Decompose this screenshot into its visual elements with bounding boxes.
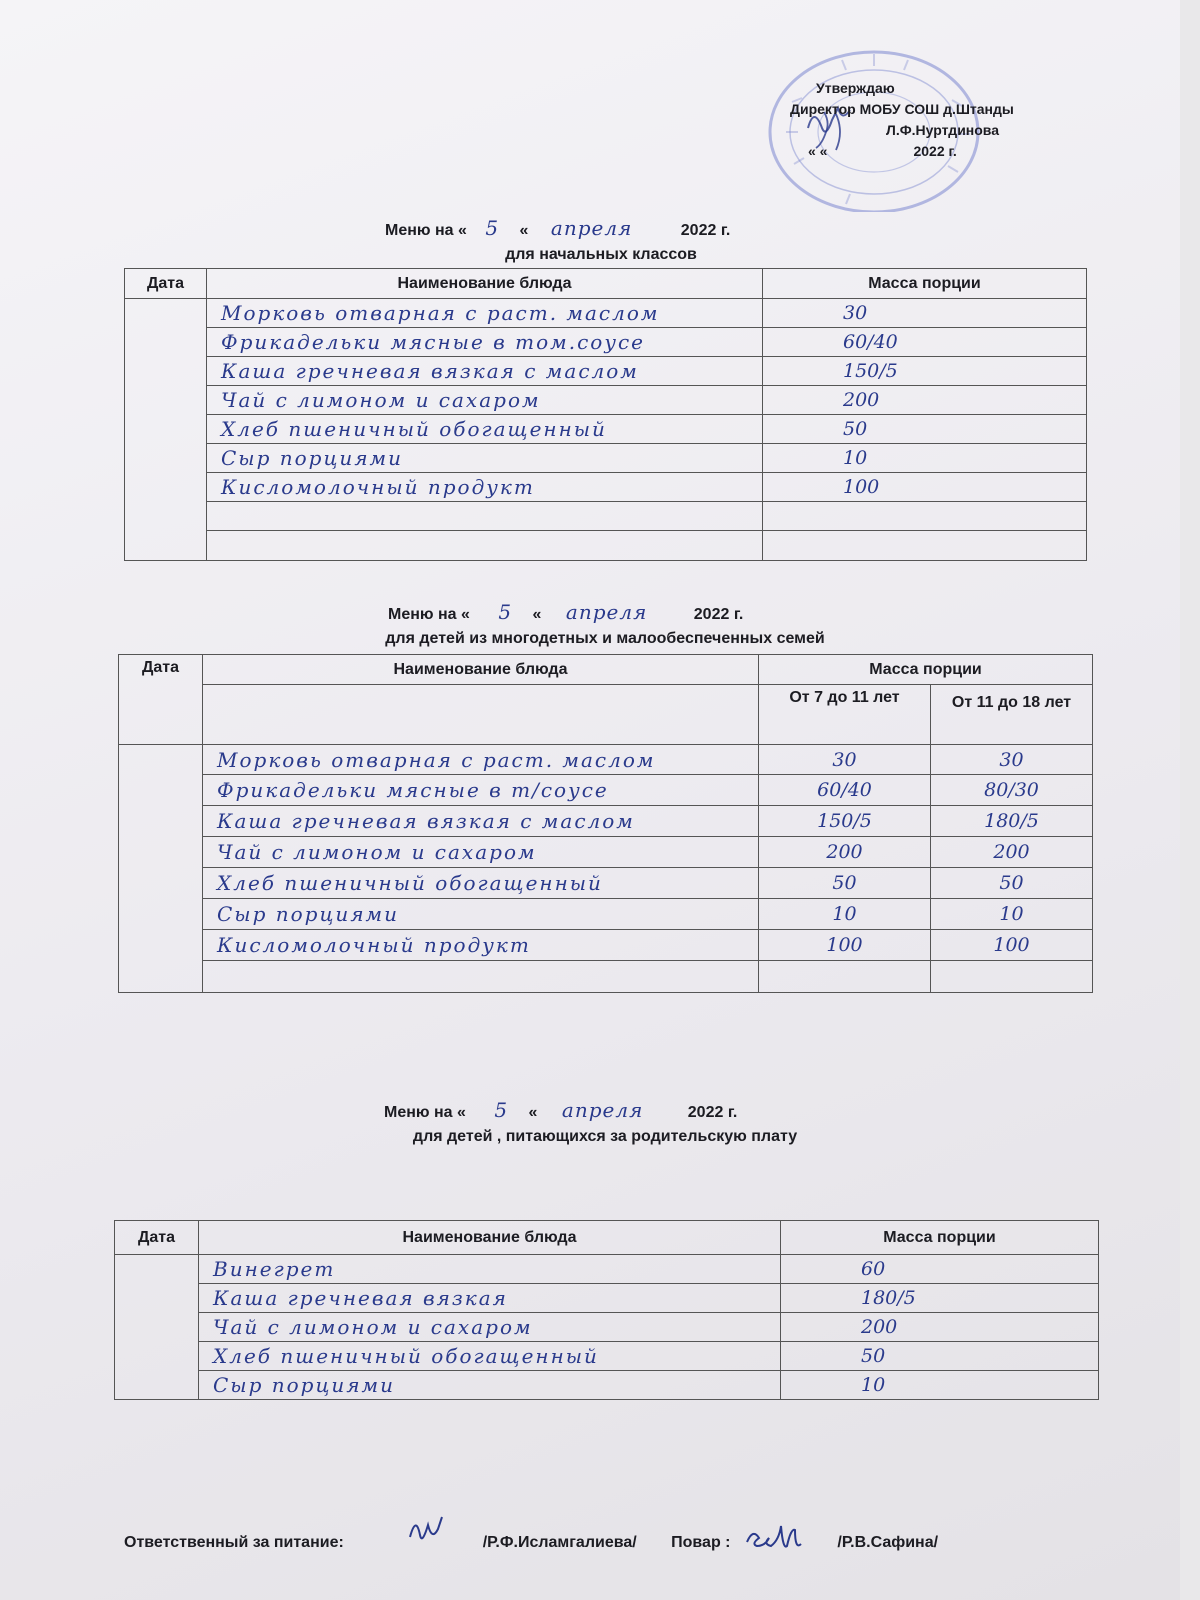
dish-mass-11-18: 50 bbox=[931, 868, 1093, 899]
table-row bbox=[119, 899, 1093, 930]
responsible-label: Ответственный за питание: bbox=[124, 1534, 344, 1552]
col-date: Дата bbox=[115, 1221, 199, 1255]
dish-mass-7-11: 30 bbox=[759, 745, 931, 775]
dish-mass: 50 bbox=[781, 1342, 1099, 1371]
table-subheader-row bbox=[119, 685, 1093, 745]
table-header-row bbox=[115, 1221, 1099, 1255]
dish-mass-11-18: 200 bbox=[931, 837, 1093, 868]
col-age-7-11: От 7 до 11 лет bbox=[759, 685, 931, 745]
dish-name: Сыр порциями bbox=[199, 1371, 781, 1400]
table-row-empty bbox=[125, 502, 1087, 531]
dish-name: Морковь отварная с раст. маслом bbox=[203, 745, 759, 775]
dish-mass: 180/5 bbox=[781, 1284, 1099, 1313]
table-row bbox=[125, 444, 1087, 473]
dish-name: Каша гречневая вязкая с маслом bbox=[207, 357, 763, 386]
approval-director-name: Л.Ф.Нуртдинова bbox=[886, 122, 1000, 138]
dish-mass-11-18: 10 bbox=[931, 899, 1093, 930]
dish-name: Чай с лимоном и сахаром bbox=[199, 1313, 781, 1342]
dish-mass: 200 bbox=[763, 386, 1087, 415]
dish-name: Фрикадельки мясные в том.соусе bbox=[207, 328, 763, 357]
dish-name: Сыр порциями bbox=[207, 444, 763, 473]
table-row bbox=[119, 745, 1093, 775]
col-dish: Наименование блюда bbox=[199, 1221, 781, 1255]
col-dish: Наименование блюда bbox=[207, 269, 763, 299]
dish-name: Хлеб пшеничный обогащенный bbox=[199, 1342, 781, 1371]
menu-title-1: Меню на « 5 « апреля 2022 г. bbox=[385, 216, 731, 240]
dish-mass: 30 bbox=[763, 299, 1087, 328]
col-date: Дата bbox=[119, 655, 203, 745]
dish-mass: 60/40 bbox=[763, 328, 1087, 357]
table-row bbox=[119, 806, 1093, 837]
menu-table-2 bbox=[118, 654, 1093, 993]
table-row-empty bbox=[119, 961, 1093, 993]
dish-mass-7-11: 100 bbox=[759, 930, 931, 961]
approval-position: Директор МОБУ СОШ д.Штанды bbox=[790, 101, 1014, 117]
dish-mass: 10 bbox=[763, 444, 1087, 473]
dish-mass: 200 bbox=[781, 1313, 1099, 1342]
dish-name: Чай с лимоном и сахаром bbox=[207, 386, 763, 415]
approval-block bbox=[790, 78, 1090, 162]
date-cell bbox=[119, 745, 203, 993]
dish-name: Хлеб пшеничный обогащенный bbox=[207, 415, 763, 444]
dish-mass: 100 bbox=[763, 473, 1087, 502]
col-date: Дата bbox=[125, 269, 207, 299]
table-row bbox=[119, 837, 1093, 868]
table-row bbox=[125, 386, 1087, 415]
dish-mass-7-11: 10 bbox=[759, 899, 931, 930]
table-row bbox=[115, 1313, 1099, 1342]
table-row-empty bbox=[125, 531, 1087, 561]
dish-name: Каша гречневая вязкая bbox=[199, 1284, 781, 1313]
table-row bbox=[115, 1284, 1099, 1313]
responsible-signature bbox=[402, 1511, 462, 1551]
dish-mass: 150/5 bbox=[763, 357, 1087, 386]
dish-mass-11-18: 180/5 bbox=[931, 806, 1093, 837]
table-row bbox=[115, 1342, 1099, 1371]
table-row bbox=[125, 415, 1087, 444]
col-mass: Масса порции bbox=[759, 655, 1093, 685]
date-cell bbox=[125, 299, 207, 561]
dish-name: Морковь отварная с раст. маслом bbox=[207, 299, 763, 328]
table-row bbox=[115, 1255, 1099, 1284]
date-cell bbox=[115, 1255, 199, 1400]
dish-mass: 50 bbox=[763, 415, 1087, 444]
menu-table-1 bbox=[124, 268, 1087, 561]
dish-mass-7-11: 200 bbox=[759, 837, 931, 868]
menu-title-3: Меню на « 5 « апреля 2022 г. bbox=[384, 1098, 738, 1122]
dish-name: Чай с лимоном и сахаром bbox=[203, 837, 759, 868]
table-row bbox=[125, 357, 1087, 386]
dish-mass-7-11: 60/40 bbox=[759, 775, 931, 806]
approval-title: Утверждаю bbox=[816, 80, 895, 96]
dish-name: Винегрет bbox=[199, 1255, 781, 1284]
cook-name: /Р.В.Сафина/ bbox=[837, 1534, 939, 1552]
col-dish: Наименование блюда bbox=[203, 655, 759, 685]
menu-subtitle-3: для детей , питающихся за родительскую плату bbox=[412, 1128, 798, 1145]
menu-table-3 bbox=[114, 1220, 1099, 1400]
cook-label: Повар : bbox=[671, 1534, 731, 1552]
table-row bbox=[119, 775, 1093, 806]
dish-mass-11-18: 100 bbox=[931, 930, 1093, 961]
table-row bbox=[125, 328, 1087, 357]
col-mass: Масса порции bbox=[781, 1221, 1099, 1255]
dish-mass-7-11: 50 bbox=[759, 868, 931, 899]
responsible-name: /Р.Ф.Исламгалиева/ bbox=[482, 1534, 637, 1552]
menu-subtitle-1: для начальных классов bbox=[505, 246, 697, 263]
table-row bbox=[125, 473, 1087, 502]
table-row bbox=[115, 1371, 1099, 1400]
menu-subtitle-2: для детей из многодетных и малообеспеченных семей bbox=[385, 630, 825, 647]
col-dish-blank bbox=[203, 685, 759, 745]
dish-name: Фрикадельки мясные в т/соусе bbox=[203, 775, 759, 806]
col-age-11-18: От 11 до 18 лет bbox=[931, 685, 1093, 745]
dish-mass-11-18: 30 bbox=[931, 745, 1093, 775]
col-mass: Масса порции bbox=[763, 269, 1087, 299]
table-row bbox=[125, 299, 1087, 328]
menu-title-2: Меню на « 5 « апреля 2022 г. bbox=[388, 600, 744, 624]
dish-mass: 60 bbox=[781, 1255, 1099, 1284]
dish-name: Кисломолочный продукт bbox=[207, 473, 763, 502]
approval-date: « « 2022 г. bbox=[808, 143, 957, 159]
dish-name: Каша гречневая вязкая с маслом bbox=[203, 806, 759, 837]
dish-name: Кисломолочный продукт bbox=[203, 930, 759, 961]
dish-name: Сыр порциями bbox=[203, 899, 759, 930]
dish-mass-7-11: 150/5 bbox=[759, 806, 931, 837]
cook-signature bbox=[741, 1516, 821, 1556]
signatures-footer bbox=[124, 1530, 938, 1556]
dish-mass: 10 bbox=[781, 1371, 1099, 1400]
table-header-row bbox=[119, 655, 1093, 685]
table-row bbox=[119, 930, 1093, 961]
table-row bbox=[119, 868, 1093, 899]
table-header-row bbox=[125, 269, 1087, 299]
dish-mass-11-18: 80/30 bbox=[931, 775, 1093, 806]
dish-name: Хлеб пшеничный обогащенный bbox=[203, 868, 759, 899]
